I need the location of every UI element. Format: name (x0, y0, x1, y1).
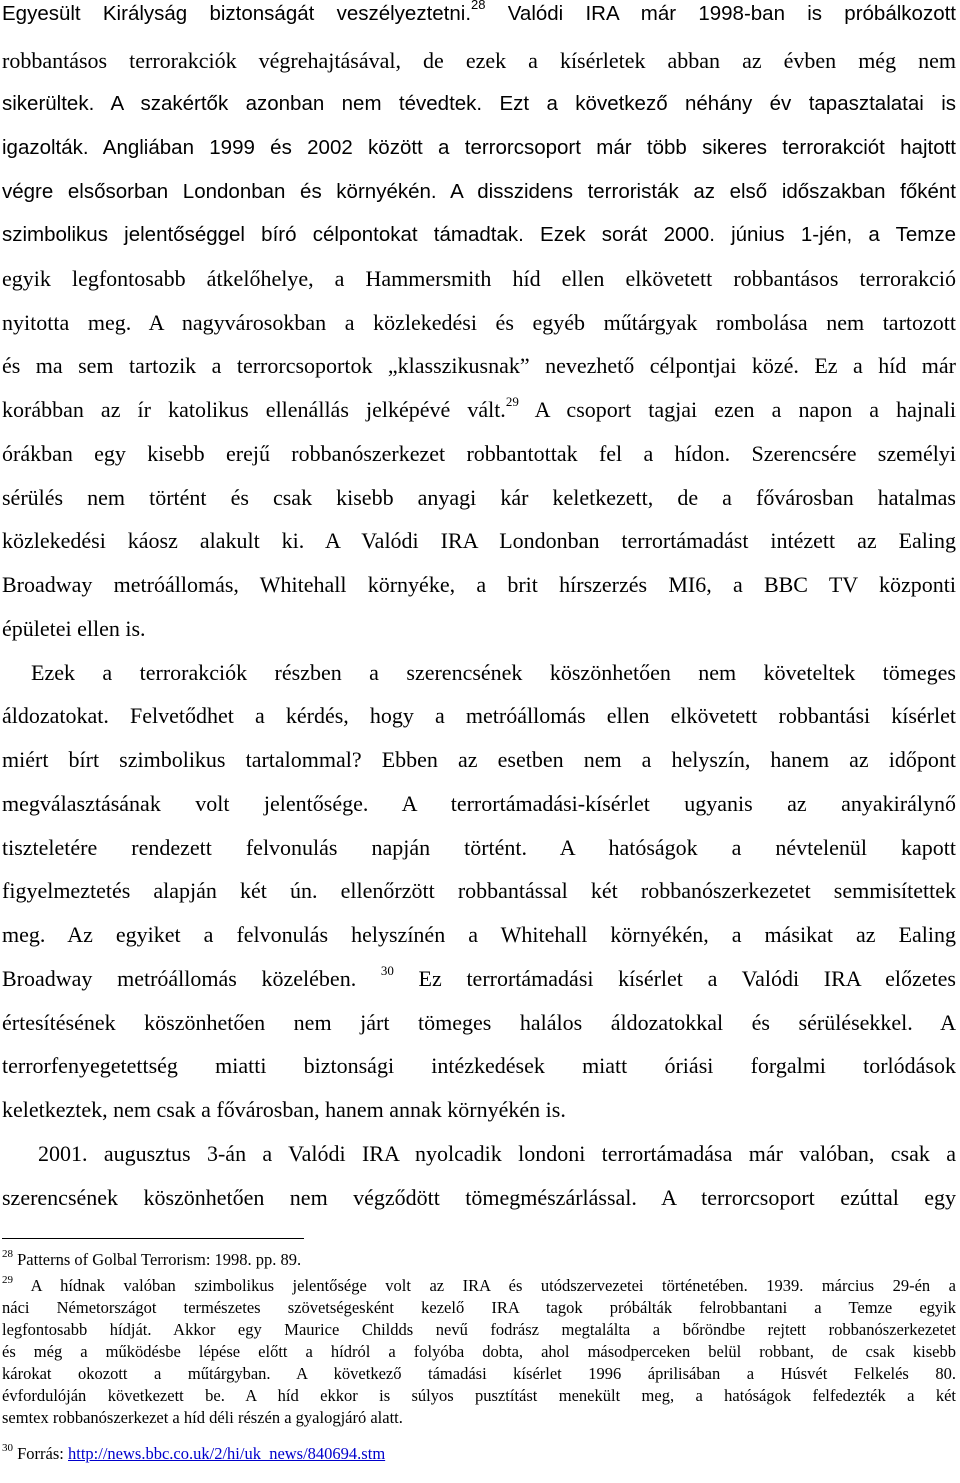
body-line: terrorfenyegetettség miatti biztonsági intézkedések miatt óriási forgalmi torlódások (2, 1053, 956, 1078)
body-line: robbantásos terrorakciók végrehajtásával, de ezek a kísérletek abban az évben még nem (2, 48, 956, 73)
footnote-30 (2, 1444, 956, 1465)
source-link[interactable]: http://news.bbc.co.uk/2/hi/uk_news/840694.stm (68, 1444, 386, 1463)
body-line: 2001. augusztus 3-án a Valódi IRA nyolcadik londoni terrortámadása már valóban, csak a (38, 1141, 956, 1166)
body-text: Valódi IRA már 1998-ban is próbálkozott (485, 2, 956, 25)
body-line: végre elsősorban Londonban és környékén. A disszidens terroristák az első időszakban főként (2, 180, 956, 203)
body-line: Ezek a terrorakciók részben a szerencsének köszönhetően nem követeltek tömeges (31, 660, 956, 685)
body-line (2, 0, 956, 28)
footnote-line: károkat okozott a műtárgyban. A következő támadási kísérlet 1996 áprilisában a Húsvét Felkelés 80. (2, 1364, 956, 1383)
body-line: áldozatokat. Felvetődhet a kérdés, hogy a metróállomás ellen elkövetett robbantási kísérlet (2, 703, 956, 728)
body-line: tiszteletére rendezett felvonulás napján történt. A hatóságok a névtelenül kapott (2, 835, 956, 860)
body-line: igazolták. Angliában 1999 és 2002 között a terrorcsoport már több sikeres terrorakciót hajtott (2, 136, 956, 159)
footnote-29 (2, 1276, 956, 1297)
body-text: Egyesült Királyság biztonságát veszélyeztetni. (2, 2, 472, 25)
body-line: közlekedési káosz alakult ki. A Valódi IRA Londonban terrortámadást intézett az Ealing (2, 528, 956, 553)
body-line: keletkeztek, nem csak a fővárosban, hanem annak környékén is. (2, 1097, 566, 1122)
footnote-line: és még a működésbe lépése előtt a hídról a folyóba dobta, ahol másodperceken belül robbant, de csak kisebb (2, 1342, 956, 1361)
footnote-line: náci Németországot természetes szövetségesként kezelő IRA tagok próbálták felrobbantani a Temze egyik (2, 1298, 956, 1317)
footnote-line: legfontosabb hídját. Akkor egy Maurice Childds nevű fodrász megtalálta a bőröndbe rejtett robbanószerkezetet (2, 1320, 956, 1339)
body-line: nyitotta meg. A nagyvárosokban a közlekedési és egyéb műtárgyak rombolása nem tartozott (2, 310, 956, 335)
footnote-ref: 29 (505, 394, 519, 409)
body-line: értesítésének köszönhetően nem járt tömeges halálos áldozatokkal és sérülésekkel. A (2, 1010, 956, 1035)
footnote-number: 28 (2, 1248, 13, 1260)
body-line (2, 396, 956, 424)
body-line: szerencsének köszönhetően nem végződött tömegmészárlással. A terrorcsoport ezúttal egy (2, 1185, 956, 1210)
body-line: órákban egy kisebb erejű robbanószerkezet robbantottak fel a hídon. Szerencsére személyi (2, 441, 956, 466)
body-line: épületei ellen is. (2, 616, 146, 641)
body-line: megválasztásának volt jelentősége. A terrortámadási-kísérlet ugyanis az anyakirálynő (2, 791, 956, 816)
body-line: szimbolikus jelentőséggel bíró célpontokat támadtak. Ezek sorát 2000. június 1-jén, a Temze (2, 223, 956, 246)
body-line: sikerültek. A szakértők azonban nem tévedtek. Ezt a következő néhány év tapasztalatai is (2, 92, 956, 115)
body-line: figyelmeztetés alapján két ún. ellenőrzött robbantással két robbanószerkezetet semmisítettek (2, 878, 956, 903)
footnote-source-label: Forrás: (17, 1444, 68, 1463)
body-text: Ez terrortámadási kísérlet a Valódi IRA előzetes (393, 966, 956, 991)
body-text: A csoport tagjai ezen a napon a hajnali (518, 397, 957, 422)
body-line: meg. Az egyiket a felvonulás helyszínén a Whitehall környékén, a másikat az Ealing (2, 922, 956, 947)
body-line: sérülés nem történt és csak kisebb anyagi kár keletkezett, de a fővárosban hatalmas (2, 485, 956, 510)
body-text: korábban az ír katolikus ellenállás jelképévé vált. (2, 397, 506, 422)
body-line: és ma sem tartozik a terrorcsoportok „klasszikusnak” nevezhető célpontjai közé. Ez a híd már (2, 353, 956, 378)
footnote-number: 29 (2, 1274, 13, 1286)
footnote-text: A hídnak valóban szimbolikus jelentősége volt az IRA és utódszervezetei történetében. 1939. március 29-én a (30, 1276, 956, 1295)
body-line: egyik legfontosabb átkelőhelye, a Hammersmith híd ellen elkövetett robbantásos terrorakció (2, 266, 956, 291)
body-line: miért bírt szimbolikus tartalommal? Ebben az esetben nem a helyszín, hanem az időpont (2, 747, 956, 772)
footnote-ref: 30 (380, 963, 394, 978)
footnote-28 (2, 1250, 956, 1271)
footnote-text: Patterns of Golbal Terrorism: 1998. pp. 89. (17, 1250, 302, 1269)
body-line (2, 965, 956, 993)
footnote-line: évfordulóján következett be. A híd ekkor is súlyos pusztítást menekült meg, a hatóságok felfedezték a két (2, 1386, 956, 1405)
footnote-ref: 28 (471, 0, 486, 12)
body-text: Broadway metróállomás közelében. (2, 966, 381, 991)
footnote-separator (2, 1238, 304, 1239)
footnote-number: 30 (2, 1442, 13, 1454)
footnote-line: semtex robbanószerkezet a híd déli részén a gyalogjáró alatt. (2, 1408, 403, 1427)
body-line: Broadway metróállomás, Whitehall környéke, a brit hírszerzés MI6, a BBC TV központi (2, 572, 956, 597)
